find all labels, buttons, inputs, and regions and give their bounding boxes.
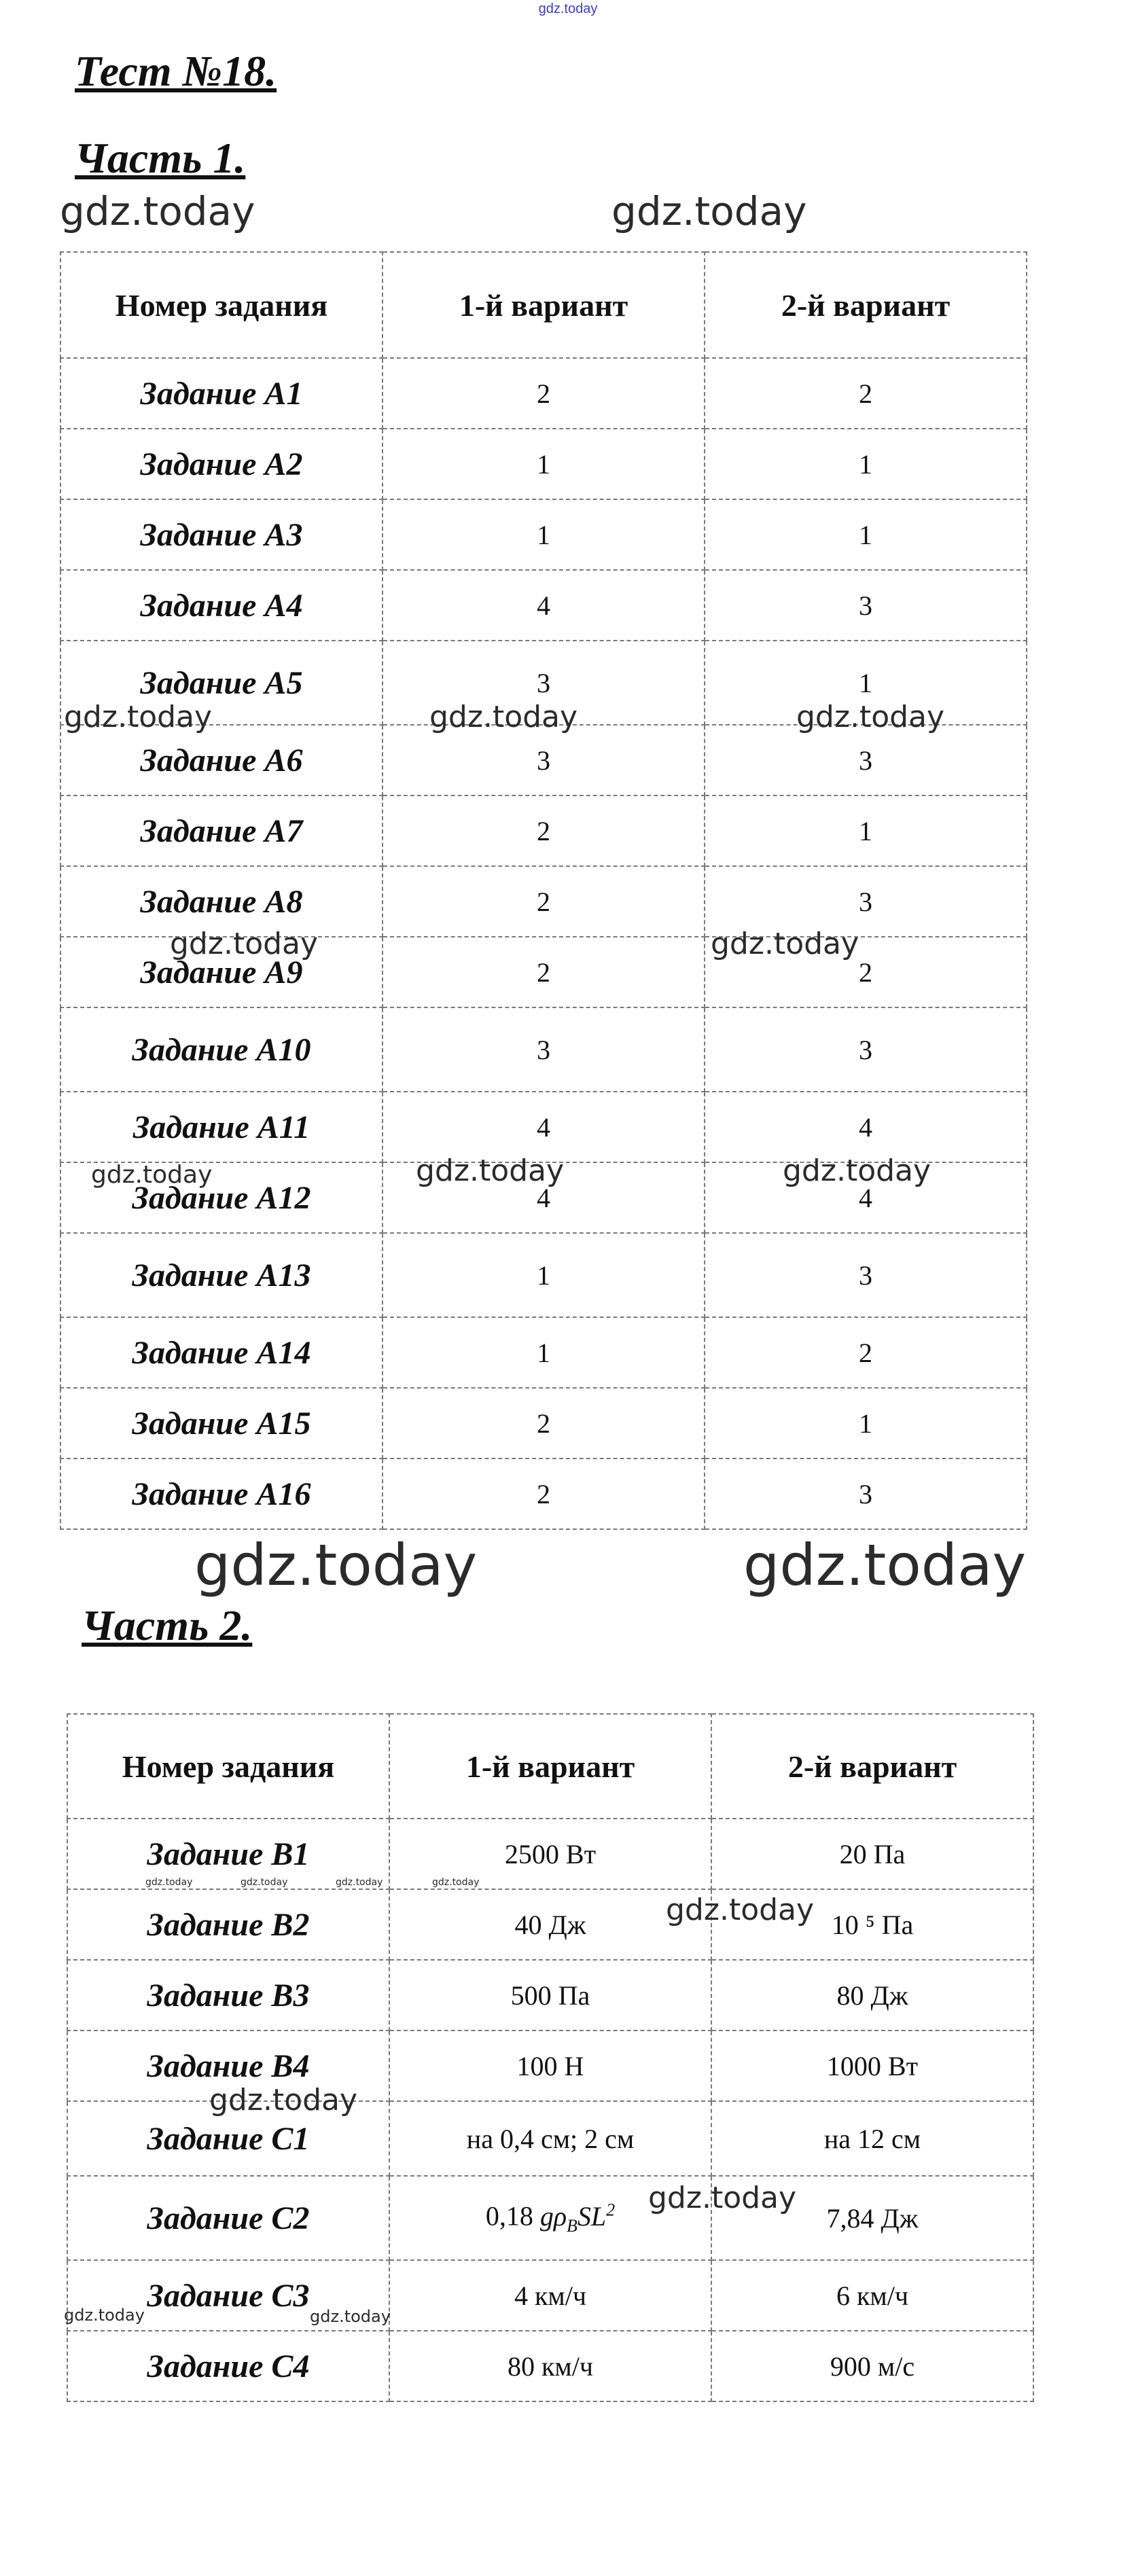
watermark: gdz.today <box>91 1161 213 1189</box>
variant-2-answer-cell: 2 <box>705 358 1027 429</box>
answers-table-part-1 <box>60 251 1027 1530</box>
variant-2-answer-cell: 1000 Вт <box>711 2031 1033 2101</box>
task-label-cell: Задание А7 <box>60 795 383 866</box>
task-label-cell: Задание В1 <box>67 1819 389 1889</box>
table-row <box>60 795 1027 866</box>
watermark: gdz.today <box>648 2181 797 2215</box>
task-label-cell: Задание А1 <box>60 358 383 429</box>
watermark: gdz.today <box>336 1877 383 1888</box>
task-label-cell: Задание В4 <box>67 2031 389 2101</box>
task-label-cell: Задание А10 <box>60 1007 383 1092</box>
variant-2-answer-cell: 3 <box>705 570 1027 641</box>
task-label-cell: Задание В3 <box>67 1960 389 2031</box>
table-row <box>60 641 1027 725</box>
table-row <box>60 1388 1027 1459</box>
table-row <box>60 358 1027 429</box>
variant-1-answer-cell: 4 км/ч <box>389 2260 711 2331</box>
watermark: gdz.today <box>60 188 255 234</box>
variant-2-answer-cell: 2 <box>705 1317 1027 1388</box>
table-row <box>67 1889 1033 1960</box>
answers-table-part-2 <box>67 1713 1034 2402</box>
variant-2-answer-cell: на 12 см <box>711 2101 1033 2176</box>
variant-1-answer-cell: 1 <box>383 499 705 570</box>
watermark: gdz.today <box>241 1877 288 1888</box>
variant-1-answer-cell: 80 км/ч <box>389 2331 711 2401</box>
table-header-row <box>60 252 1027 358</box>
watermark: gdz.today <box>711 927 859 961</box>
watermark: gdz.today <box>783 1153 931 1188</box>
variant-2-answer-cell: 1 <box>705 1388 1027 1459</box>
table-row <box>60 1092 1027 1162</box>
variant-2-answer-cell: 2 <box>705 937 1027 1007</box>
variant-1-answer-cell: 2 <box>383 1459 705 1529</box>
table-row <box>67 2260 1033 2331</box>
task-label-cell: Задание А12 <box>60 1162 383 1233</box>
table-row <box>67 2331 1033 2401</box>
table-row <box>60 1233 1027 1317</box>
task-label-cell: Задание А15 <box>60 1388 383 1459</box>
watermark: gdz.today <box>170 927 319 961</box>
variant-2-answer-cell: 3 <box>705 1233 1027 1317</box>
task-label-cell: Задание С4 <box>67 2331 389 2401</box>
variant-1-answer-cell: 100 Н <box>389 2031 711 2101</box>
header-task-number: Номер задания <box>60 252 383 358</box>
table-header-row <box>67 1714 1033 1819</box>
task-label-cell: Задание С1 <box>67 2101 389 2176</box>
part-1-heading: Часть 1. <box>75 134 246 182</box>
variant-1-answer-cell: 3 <box>383 1007 705 1092</box>
header-task-number: Номер задания <box>67 1714 389 1819</box>
watermark: gdz.today <box>429 700 578 734</box>
table-row <box>60 937 1027 1007</box>
variant-1-answer-cell: 2 <box>383 1388 705 1459</box>
task-label-cell: Задание А9 <box>60 937 383 1007</box>
watermark: gdz.today <box>611 188 807 234</box>
formula-coefficient: 0,18 <box>485 2200 540 2232</box>
variant-1-answer-cell: 1 <box>383 1317 705 1388</box>
watermark: gdz.today <box>666 1893 815 1927</box>
table-row <box>60 429 1027 499</box>
watermark: gdz.today <box>310 2307 391 2326</box>
watermark: gdz.today <box>743 1532 1027 1598</box>
header-variant-2: 2-й вариант <box>705 252 1027 358</box>
task-label-cell: Задание А3 <box>60 499 383 570</box>
variant-1-answer-cell: 4 <box>383 1092 705 1162</box>
watermark: gdz.today <box>209 2083 358 2117</box>
task-label-cell: Задание А8 <box>60 866 383 937</box>
task-label-cell: Задание А14 <box>60 1317 383 1388</box>
header-variant-1: 1-й вариант <box>383 252 705 358</box>
variant-1-answer-cell: 2 <box>383 358 705 429</box>
watermark: gdz.today <box>432 1877 480 1888</box>
table-row <box>60 1007 1027 1092</box>
task-label-cell: Задание С2 <box>67 2176 389 2260</box>
watermark: gdz.today <box>64 700 213 734</box>
variant-2-answer-cell: 3 <box>705 866 1027 937</box>
watermark: gdz.today <box>796 700 945 734</box>
task-label-cell: Задание А13 <box>60 1233 383 1317</box>
variant-1-answer-cell: 1 <box>383 429 705 499</box>
variant-2-answer-cell: 10 ⁵ Па <box>711 1889 1033 1960</box>
variant-2-answer-cell: 6 км/ч <box>711 2260 1033 2331</box>
variant-2-answer-cell: 7,84 Дж <box>711 2176 1033 2260</box>
variant-1-answer-cell: 1 <box>383 1233 705 1317</box>
header-variant-2: 2-й вариант <box>711 1714 1033 1819</box>
variant-1-answer-cell: 2 <box>383 866 705 937</box>
variant-2-answer-cell: 4 <box>705 1092 1027 1162</box>
header-variant-1: 1-й вариант <box>389 1714 711 1819</box>
variant-1-answer-cell: 2500 Вт <box>389 1819 711 1889</box>
variant-2-answer-cell: 80 Дж <box>711 1960 1033 2031</box>
variant-2-answer-cell: 3 <box>705 725 1027 795</box>
table-row <box>60 570 1027 641</box>
variant-2-answer-cell: 20 Па <box>711 1819 1033 1889</box>
table-row <box>67 2031 1033 2101</box>
table-row <box>67 1960 1033 2031</box>
task-label-cell: Задание А5 <box>60 641 383 725</box>
page-title: Тест №18. <box>75 47 277 95</box>
table-row <box>67 2176 1033 2260</box>
variant-1-answer-cell: 4 <box>383 1162 705 1233</box>
table-row <box>67 2101 1033 2176</box>
table-row <box>60 866 1027 937</box>
variant-1-answer-cell: 4 <box>383 570 705 641</box>
watermark: gdz.today <box>416 1153 565 1188</box>
variant-1-answer-cell <box>389 2176 711 2260</box>
watermark: gdz.today <box>64 2306 145 2325</box>
task-label-cell: Задание А11 <box>60 1092 383 1162</box>
variant-1-answer-cell: 3 <box>383 725 705 795</box>
variant-2-answer-cell: 3 <box>705 1459 1027 1529</box>
task-label-cell: Задание А16 <box>60 1459 383 1529</box>
variant-2-answer-cell: 1 <box>705 795 1027 866</box>
table-row <box>60 499 1027 570</box>
table-row <box>67 1819 1033 1889</box>
variant-1-answer-cell: на 0,4 см; 2 см <box>389 2101 711 2176</box>
table-row <box>60 1162 1027 1233</box>
variant-1-answer-cell: 2 <box>383 795 705 866</box>
variant-1-answer-cell: 40 Дж <box>389 1889 711 1960</box>
table-row <box>60 1317 1027 1388</box>
variant-2-answer-cell: 1 <box>705 429 1027 499</box>
task-label-cell: Задание С3 <box>67 2260 389 2331</box>
task-label-cell: Задание А4 <box>60 570 383 641</box>
table-row <box>60 725 1027 795</box>
formula-expression: $g\rho_BSL^2$ <box>539 2200 616 2236</box>
watermark: gdz.today <box>194 1532 478 1598</box>
variant-2-answer-cell: 3 <box>705 1007 1027 1092</box>
variant-2-answer-cell: 4 <box>705 1162 1027 1233</box>
watermark: gdz.today <box>145 1877 193 1888</box>
variant-2-answer-cell: 900 м/с <box>711 2331 1033 2401</box>
variant-2-answer-cell: 1 <box>705 499 1027 570</box>
variant-1-answer-cell: 500 Па <box>389 1960 711 2031</box>
variant-2-answer-cell: 1 <box>705 641 1027 725</box>
variant-1-answer-cell: 3 <box>383 641 705 725</box>
site-watermark-top: gdz.today <box>538 1 598 16</box>
task-label-cell: Задание А6 <box>60 725 383 795</box>
variant-1-answer-cell: 2 <box>383 937 705 1007</box>
task-label-cell: Задание В2 <box>67 1889 389 1960</box>
part-2-heading: Часть 2. <box>82 1601 253 1649</box>
task-label-cell: Задание А2 <box>60 429 383 499</box>
table-row <box>60 1459 1027 1529</box>
